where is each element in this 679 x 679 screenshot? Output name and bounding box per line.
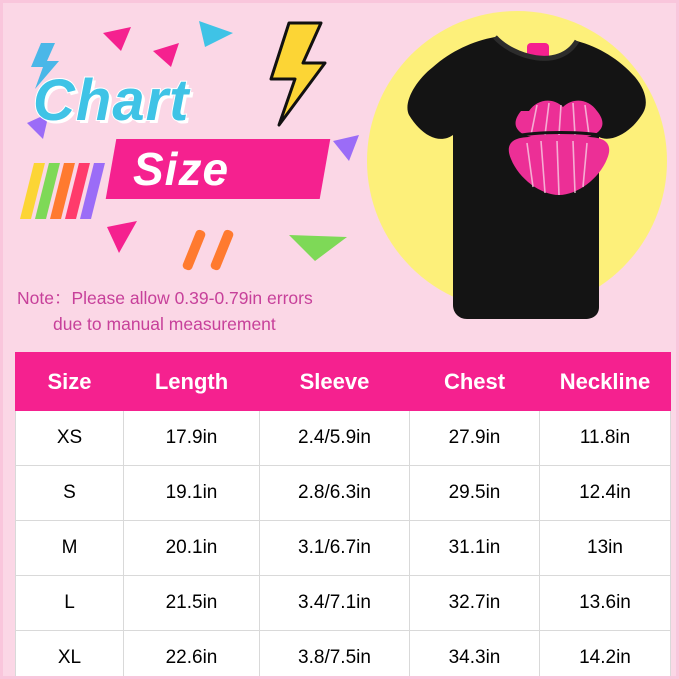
cell-sleeve: 3.8/7.5in — [260, 631, 410, 679]
title-size-text: Size — [133, 143, 230, 195]
table-row — [16, 576, 671, 631]
measurement-note — [17, 285, 397, 337]
cell-length: 19.1in — [124, 466, 260, 521]
header-graphic-area — [3, 3, 676, 347]
table-row — [16, 521, 671, 576]
table-row — [16, 411, 671, 466]
column-header-sleeve: Sleeve — [260, 353, 410, 411]
table-header-row — [16, 353, 671, 411]
cell-size: M — [16, 521, 124, 576]
cell-chest: 31.1in — [410, 521, 540, 576]
cell-chest: 32.7in — [410, 576, 540, 631]
cell-neckline: 13.6in — [540, 576, 671, 631]
title-chart-text: Chart — [33, 68, 190, 133]
cell-neckline: 13in — [540, 521, 671, 576]
cell-size: L — [16, 576, 124, 631]
rainbow-stripes-decoration — [20, 163, 120, 219]
cell-length: 20.1in — [124, 521, 260, 576]
note-line-2: due to manual measurement — [53, 314, 276, 334]
table-row — [16, 631, 671, 679]
column-header-chest: Chest — [410, 353, 540, 411]
cell-sleeve: 3.4/7.1in — [260, 576, 410, 631]
cell-length: 22.6in — [124, 631, 260, 679]
cell-neckline: 11.8in — [540, 411, 671, 466]
cell-neckline: 12.4in — [540, 466, 671, 521]
note-line-1: Note：Please allow 0.39-0.79in errors — [17, 288, 313, 308]
cell-size: S — [16, 466, 124, 521]
cell-sleeve: 2.8/6.3in — [260, 466, 410, 521]
cell-chest: 29.5in — [410, 466, 540, 521]
column-header-neckline: Neckline — [540, 353, 671, 411]
table-row — [16, 466, 671, 521]
column-header-length: Length — [124, 353, 260, 411]
cell-sleeve: 3.1/6.7in — [260, 521, 410, 576]
cell-chest: 27.9in — [410, 411, 540, 466]
cell-length: 21.5in — [124, 576, 260, 631]
cell-length: 17.9in — [124, 411, 260, 466]
column-header-size: Size — [16, 353, 124, 411]
cell-size: XS — [16, 411, 124, 466]
cell-neckline: 14.2in — [540, 631, 671, 679]
tshirt-illustration — [363, 7, 673, 337]
product-image — [363, 7, 673, 337]
cell-size: XL — [16, 631, 124, 679]
cell-sleeve: 2.4/5.9in — [260, 411, 410, 466]
cell-chest: 34.3in — [410, 631, 540, 679]
size-chart-table — [15, 352, 671, 679]
